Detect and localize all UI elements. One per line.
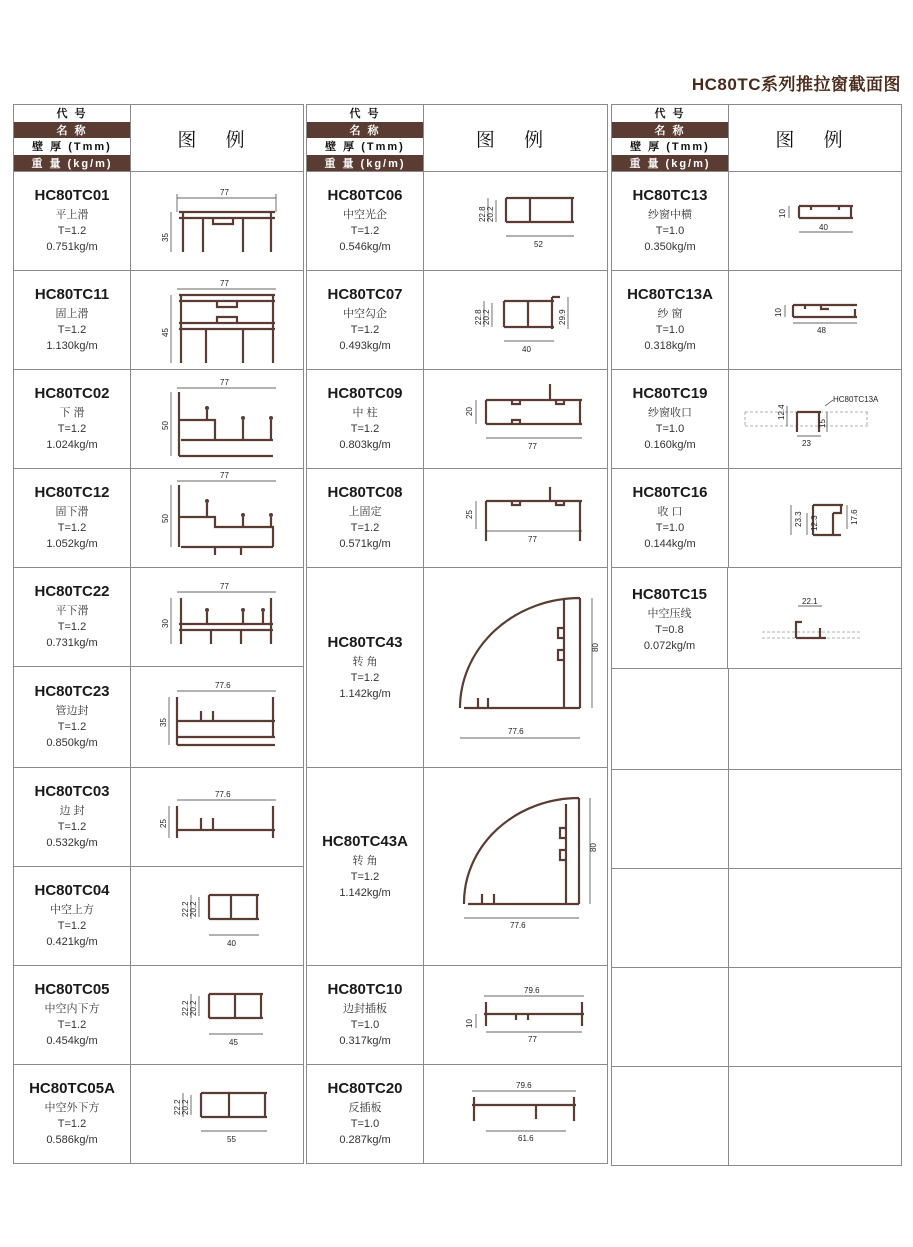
profile-name: 固上滑 <box>55 308 89 320</box>
profile-drawing <box>131 667 303 767</box>
profile-code: HC80TC12 <box>34 484 110 501</box>
dimension-label: 77.6 <box>508 727 524 736</box>
profile-drawing <box>729 370 901 468</box>
profile-code: HC80TC13 <box>632 187 708 204</box>
profile-name: 纱窗中横 <box>648 209 692 221</box>
profile-name: 管边封 <box>55 705 89 717</box>
profile-thickness: T=1.2 <box>57 1118 87 1130</box>
profile-drawing <box>131 867 303 965</box>
profile-name: 纱 窗 <box>657 308 683 320</box>
profile-weight: 0.751kg/m <box>46 241 98 253</box>
profile-weight: 1.142kg/m <box>339 687 391 700</box>
profile-name: 中空内下方 <box>44 1003 100 1015</box>
dimension-label: 12.4 <box>777 404 786 420</box>
dimension-label: 25 <box>465 510 474 519</box>
profile-code: HC80TC08 <box>327 484 403 501</box>
dimension-label: 77 <box>220 279 229 288</box>
dimension-label: 10 <box>465 1019 474 1028</box>
profile-name: 平上滑 <box>55 209 89 221</box>
profile-thickness: T=1.2 <box>350 870 380 883</box>
dimension-label: 25 <box>159 819 168 828</box>
profile-name: 反插板 <box>348 1102 382 1114</box>
dimension-label: 77 <box>528 442 537 451</box>
table-column-1 <box>13 104 304 1164</box>
table-column-3 <box>611 104 902 1166</box>
profile-thickness: T=1.0 <box>350 1019 380 1031</box>
profile-weight: 0.421kg/m <box>46 936 98 948</box>
dimension-label: 50 <box>161 514 170 523</box>
table-row <box>612 370 901 469</box>
dimension-label: 79.6 <box>516 1081 532 1090</box>
profile-thickness: T=1.0 <box>655 225 685 237</box>
profile-weight: 0.586kg/m <box>46 1134 98 1146</box>
profile-name: 中空光企 <box>343 209 387 221</box>
profile-drawing <box>729 271 901 369</box>
profile-drawing <box>728 568 901 668</box>
table-header <box>612 105 901 172</box>
profile-thickness: T=1.2 <box>57 423 87 435</box>
profile-name: 边封插板 <box>343 1003 387 1015</box>
table-header <box>14 105 303 172</box>
profile-code: HC80TC01 <box>34 187 110 204</box>
profile-weight: 1.142kg/m <box>339 886 391 899</box>
table-row <box>612 568 901 669</box>
profile-thickness: T=1.2 <box>57 324 87 336</box>
header-code: 代 号 <box>612 105 728 122</box>
table-row <box>612 271 901 370</box>
profile-thickness: T=1.2 <box>350 423 380 435</box>
dimension-label: 77 <box>528 535 537 544</box>
header-name: 名 称 <box>14 122 130 139</box>
dimension-label: 29.9 <box>558 309 567 325</box>
header-figure: 图 例 <box>775 129 855 151</box>
profile-code: HC80TC07 <box>327 286 403 303</box>
page-title: HC80TC系列推拉窗截面图 <box>691 75 901 94</box>
dimension-label: 40 <box>227 939 236 948</box>
profile-thickness: T=1.2 <box>57 1019 87 1031</box>
header-code: 代 号 <box>307 105 423 122</box>
profile-thickness: T=1.2 <box>350 671 380 684</box>
profile-code: HC80TC04 <box>34 882 110 899</box>
profile-drawing <box>131 271 303 369</box>
dimension-label: 35 <box>161 233 170 242</box>
dimension-label: 10 <box>778 209 787 218</box>
profile-code: HC80TC16 <box>632 484 708 501</box>
table-row <box>612 469 901 568</box>
table-row <box>14 867 303 966</box>
profile-weight: 0.493kg/m <box>339 340 391 352</box>
profile-weight: 0.318kg/m <box>644 340 696 352</box>
table-column-2 <box>306 104 608 1164</box>
dimension-label: 45 <box>229 1038 238 1047</box>
profile-name: 上固定 <box>348 506 382 518</box>
header-thickness: 壁 厚 (Tmm) <box>612 138 728 155</box>
profile-drawing <box>424 966 607 1064</box>
dimension-label: 17.6 <box>850 509 859 525</box>
dimension-label: 12.3 <box>810 515 819 531</box>
profile-weight: 0.287kg/m <box>339 1134 391 1146</box>
header-weight: 重 量 (kg/m) <box>612 155 728 172</box>
profile-thickness: T=0.8 <box>655 624 684 636</box>
profile-code: HC80TC03 <box>34 783 110 800</box>
header-name: 名 称 <box>612 122 728 139</box>
table-row <box>307 1065 607 1163</box>
header-weight: 重 量 (kg/m) <box>307 155 423 172</box>
dimension-label: 77 <box>528 1035 537 1044</box>
profile-drawing <box>424 1065 607 1163</box>
dimension-label: 23.3 <box>794 511 803 527</box>
dimension-label: HC80TC13A <box>833 395 879 404</box>
profile-thickness: T=1.2 <box>350 225 380 237</box>
table-row <box>14 966 303 1065</box>
table-row <box>14 1065 303 1163</box>
dimension-label: 22.2 <box>173 1099 182 1115</box>
table-row-empty <box>612 869 901 968</box>
profile-name: 中空上方 <box>50 904 94 916</box>
table-row-empty <box>612 770 901 869</box>
profile-weight: 1.130kg/m <box>46 340 98 352</box>
profile-weight: 0.532kg/m <box>46 837 98 849</box>
profile-thickness: T=1.2 <box>57 621 87 633</box>
profile-weight: 0.072kg/m <box>643 640 696 652</box>
dimension-label: 77.6 <box>510 921 526 930</box>
profile-code: HC80TC10 <box>327 981 403 998</box>
profile-thickness: T=1.2 <box>350 324 380 336</box>
dimension-label: 22.1 <box>802 597 818 606</box>
profile-code: HC80TC11 <box>34 286 110 303</box>
header-name: 名 称 <box>307 122 423 139</box>
profile-weight: 0.546kg/m <box>339 241 391 253</box>
profile-drawing <box>131 172 303 270</box>
dimension-label: 48 <box>817 326 826 335</box>
dimension-label: 61.6 <box>518 1134 534 1143</box>
profile-weight: 0.571kg/m <box>339 538 391 550</box>
profile-drawing <box>131 966 303 1064</box>
table-row <box>612 172 901 271</box>
table-row-empty <box>612 1067 901 1165</box>
dimension-label: 77.6 <box>215 790 231 799</box>
profile-thickness: T=1.2 <box>350 522 380 534</box>
dimension-label: 20.2 <box>482 309 491 325</box>
profile-weight: 0.160kg/m <box>644 439 696 451</box>
profile-name: 中空外下方 <box>44 1102 100 1114</box>
profile-thickness: T=1.2 <box>57 721 87 733</box>
profile-weight: 1.024kg/m <box>46 439 98 451</box>
table-row <box>14 667 303 768</box>
table-row-empty <box>612 669 901 770</box>
profile-drawing <box>424 172 607 270</box>
dimension-label: 35 <box>159 718 168 727</box>
profile-code: HC80TC22 <box>34 583 110 600</box>
profile-drawing <box>131 370 303 468</box>
dimension-label: 30 <box>161 619 170 628</box>
table-row <box>307 370 607 469</box>
table-row <box>14 271 303 370</box>
profile-drawing <box>131 1065 303 1163</box>
dimension-label: 20.2 <box>189 1000 198 1016</box>
header-weight: 重 量 (kg/m) <box>14 155 130 172</box>
profile-code: HC80TC05A <box>29 1080 115 1097</box>
table-row <box>14 469 303 568</box>
profile-name: 中空勾企 <box>343 308 387 320</box>
table-header <box>307 105 607 172</box>
profile-name: 中空压线 <box>647 608 692 620</box>
dimension-label: 77 <box>220 188 229 197</box>
dimension-label: 77 <box>220 582 229 591</box>
profile-weight: 0.350kg/m <box>644 241 696 253</box>
profile-drawing <box>424 370 607 468</box>
profile-name: 转 角 <box>352 655 378 668</box>
dimension-label: 20 <box>465 407 474 416</box>
profile-name: 固下滑 <box>55 506 89 518</box>
header-thickness: 壁 厚 (Tmm) <box>14 138 130 155</box>
profile-name: 收 口 <box>657 506 683 518</box>
dimension-label: 40 <box>819 223 828 232</box>
dimension-label: 77.6 <box>215 681 231 690</box>
profile-code: HC80TC13A <box>627 286 713 303</box>
dimension-label: 45 <box>161 328 170 337</box>
dimension-label: 77 <box>220 471 229 480</box>
table-row <box>307 469 607 568</box>
dimension-label: 20.2 <box>189 901 198 917</box>
dimension-label: 77 <box>220 378 229 387</box>
profile-name: 转 角 <box>352 854 378 867</box>
dimension-label: 10 <box>774 308 783 317</box>
profile-drawing <box>131 469 303 567</box>
profile-name: 纱窗收口 <box>648 407 692 419</box>
dimension-label: 50 <box>161 421 170 430</box>
dimension-label: 80 <box>589 843 598 852</box>
dimension-label: 23 <box>802 439 811 448</box>
dimension-label: 20.2 <box>181 1099 190 1115</box>
profile-drawing <box>729 469 901 567</box>
profile-weight: 1.052kg/m <box>46 538 98 550</box>
table-row <box>307 172 607 271</box>
profile-name: 下 滑 <box>59 407 85 419</box>
profile-code: HC80TC15 <box>631 586 708 603</box>
header-figure: 图 例 <box>475 129 556 151</box>
table-row <box>307 966 607 1065</box>
profile-weight: 0.731kg/m <box>46 637 98 649</box>
table-row <box>307 568 607 768</box>
profile-weight: 0.317kg/m <box>339 1035 391 1047</box>
header-code: 代 号 <box>14 105 130 122</box>
profile-drawing <box>131 568 303 666</box>
profile-code: HC80TC19 <box>632 385 708 402</box>
table-row <box>14 768 303 867</box>
profile-code: HC80TC02 <box>34 385 110 402</box>
profile-weight: 0.454kg/m <box>46 1035 98 1047</box>
profile-drawing <box>424 469 607 567</box>
header-thickness: 壁 厚 (Tmm) <box>307 138 423 155</box>
dimension-label: 52 <box>534 240 543 249</box>
profile-drawing <box>729 172 901 270</box>
profile-code: HC80TC05 <box>34 981 110 998</box>
profile-name: 平下滑 <box>55 605 89 617</box>
dimension-label: 55 <box>227 1135 236 1144</box>
profile-drawing <box>424 568 607 767</box>
profile-thickness: T=1.2 <box>57 920 87 932</box>
profile-name: 边 封 <box>59 805 85 817</box>
profile-thickness: T=1.0 <box>655 423 685 435</box>
profile-thickness: T=1.0 <box>655 522 685 534</box>
profile-code: HC80TC06 <box>327 187 403 204</box>
profile-thickness: T=1.0 <box>655 324 685 336</box>
dimension-label: 80 <box>591 643 600 652</box>
table-row <box>307 271 607 370</box>
table-row <box>14 568 303 667</box>
profile-thickness: T=1.2 <box>57 821 87 833</box>
table-row <box>14 172 303 271</box>
dimension-label: 40 <box>522 345 531 354</box>
profile-weight: 0.803kg/m <box>339 439 391 451</box>
table-row <box>307 768 607 966</box>
profile-code: HC80TC20 <box>327 1080 403 1097</box>
dimension-label: 20.2 <box>486 206 495 222</box>
profile-thickness: T=1.2 <box>57 225 87 237</box>
profile-weight: 0.850kg/m <box>46 737 98 749</box>
profile-weight: 0.144kg/m <box>644 538 696 550</box>
profile-thickness: T=1.0 <box>350 1118 380 1130</box>
dimension-label: 22.2 <box>181 1000 190 1016</box>
dimension-label: 15 <box>818 419 827 428</box>
dimension-label: 22.8 <box>478 206 487 222</box>
dimension-label: 22.2 <box>181 901 190 917</box>
profile-code: HC80TC43 <box>327 633 403 651</box>
table-row-empty <box>612 968 901 1067</box>
header-figure: 图 例 <box>177 129 257 151</box>
dimension-label: 22.8 <box>474 309 483 325</box>
profile-drawing <box>131 768 303 866</box>
profile-drawing <box>424 271 607 369</box>
profile-name: 中 柱 <box>352 407 378 419</box>
profile-code: HC80TC43A <box>322 832 408 850</box>
profile-thickness: T=1.2 <box>57 522 87 534</box>
profile-code: HC80TC23 <box>34 683 110 700</box>
dimension-label: 79.6 <box>524 986 540 995</box>
profile-code: HC80TC09 <box>327 385 403 402</box>
table-row <box>14 370 303 469</box>
profile-drawing <box>424 768 607 965</box>
